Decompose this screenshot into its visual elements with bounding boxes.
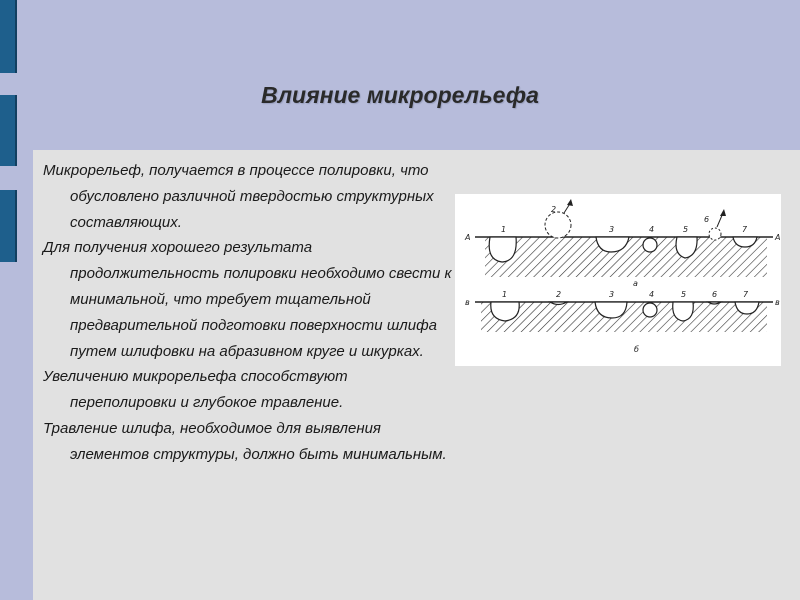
paragraph: Для получения хорошего результата продолжительность полировки необходимо свести к минимальной, что требует тщательной предварительной подготовки поверхности шлифа путем шлифовки на абразивном круге и шкурках. [43,239,452,360]
text-block [43,158,453,468]
marker-7: 7 [743,290,749,299]
marker-5: 5 [683,225,689,234]
diagram-top [464,199,780,288]
marker-7: 7 [742,225,748,234]
particle-2-detached [545,212,571,238]
arrow-2-head [567,199,573,206]
slide-title: Влияние микрорельефа [261,82,539,108]
caption-a: а [633,279,638,288]
particle-4 [643,238,657,252]
marker-3: 3 [609,225,615,234]
accent-bar-1 [0,0,17,73]
marker-6: 6 [712,290,718,299]
marker-4: 4 [649,290,655,299]
marker-1: 1 [501,225,507,234]
paragraph: Травление шлифа, необходимое для выявления элементов структуры, должно быть минимальным. [43,419,447,463]
marker-5: 5 [681,290,687,299]
caption-b: б [634,345,639,354]
marker-6: 6 [704,215,710,224]
line-label-right: в [775,298,780,307]
line-label-left: А [465,233,471,242]
marker-2: 2 [551,205,557,214]
particle-6 [709,228,721,240]
arrow-6-head [720,209,726,216]
microrelief-figure [455,194,781,366]
accent-bar-3 [0,190,17,262]
paragraph: Увеличению микрорельефа способствуют переполировки и глубокое травление. [43,368,348,412]
marker-1: 1 [502,290,508,299]
marker-4: 4 [649,225,655,234]
paragraph: Микрорельеф, получается в процессе полировки, что обусловлено различной твердостью структурных составляющих. [43,162,434,231]
microrelief-diagram [455,194,781,366]
marker-2: 2 [556,290,562,299]
line-label-left: в [465,298,470,307]
particle-4 [643,303,657,317]
line-label-right: А [775,233,781,242]
marker-3: 3 [609,290,615,299]
diagram-bottom [465,290,780,354]
content-panel [33,150,800,600]
